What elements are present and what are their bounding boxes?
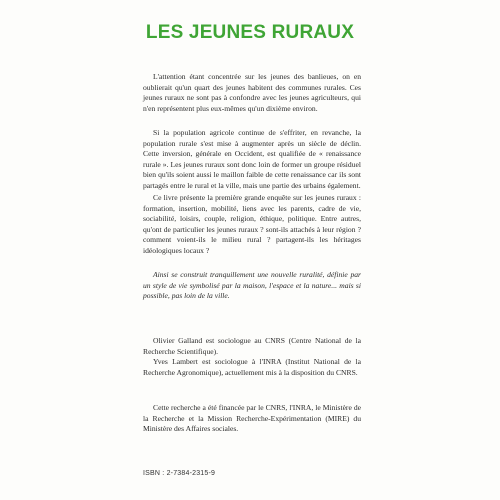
summary-paragraph-1: L'attention étant concentrée sur les jeunes des banlieues, on en oublierait qu'un quart des jeunes habitent des communes rurales. Ces jeunes ruraux ne sont pas à confondre avec les jeunes agriculteurs, qui n'en représentent plus eux-mêmes qu'un dixième environ. [143,72,361,113]
summary-paragraph-2: Si la population agricole continue de s'effriter, en revanche, la population rurale s'est mise à augmenter après un siècle de déclin. Cette inversion, générale en Occident, est qualifiée de « renaissance rurale ». Les jeunes ruraux sont donc loin de former un groupe résiduel bien qu'ils soient aussi le maillon faible de cette renaissance car ils sont partagés entre le rural et la ville, mais une partie des urbains également. [143,128,361,190]
isbn-number: ISBN : 2-7384-2315-9 [143,470,216,477]
summary-paragraph-3: Ce livre présente la première grande enquête sur les jeunes ruraux : formation, insertion, mobilité, liens avec les parents, cadre de vie, sociabilité, loisirs, couple, religion, éthique, politique. Entre autres, qu'ont de particulier les jeunes ruraux ? sont-ils attachés à leur région ? comment voient-ils le milieu rural ? partagent-ils les héritages idéologiques locaux ? [143,193,361,255]
author-bio-galland: Olivier Galland est sociologue au CNRS (Centre National de la Recherche Scientifique). [143,336,361,356]
summary-paragraph-italic: Ainsi se construit tranquillement une nouvelle ruralité, définie par un style de vie symbolisé par la maison, l'espace et la nature... mais si possible, pas loin de la ville. [143,270,361,301]
author-bio-lambert: Yves Lambert est sociologue à l'INRA (Institut National de la Recherche Agronomique), actuellement mis à la disposition du CNRS. [143,357,361,377]
funding-note: Cette recherche a été financée par le CNRS, l'INRA, le Ministère de la Recherche et la Mission Recherche-Expérimentation (MIRE) du Ministère des Affaires sociales. [143,403,361,434]
book-title: LES JEUNES RURAUX [145,22,355,43]
